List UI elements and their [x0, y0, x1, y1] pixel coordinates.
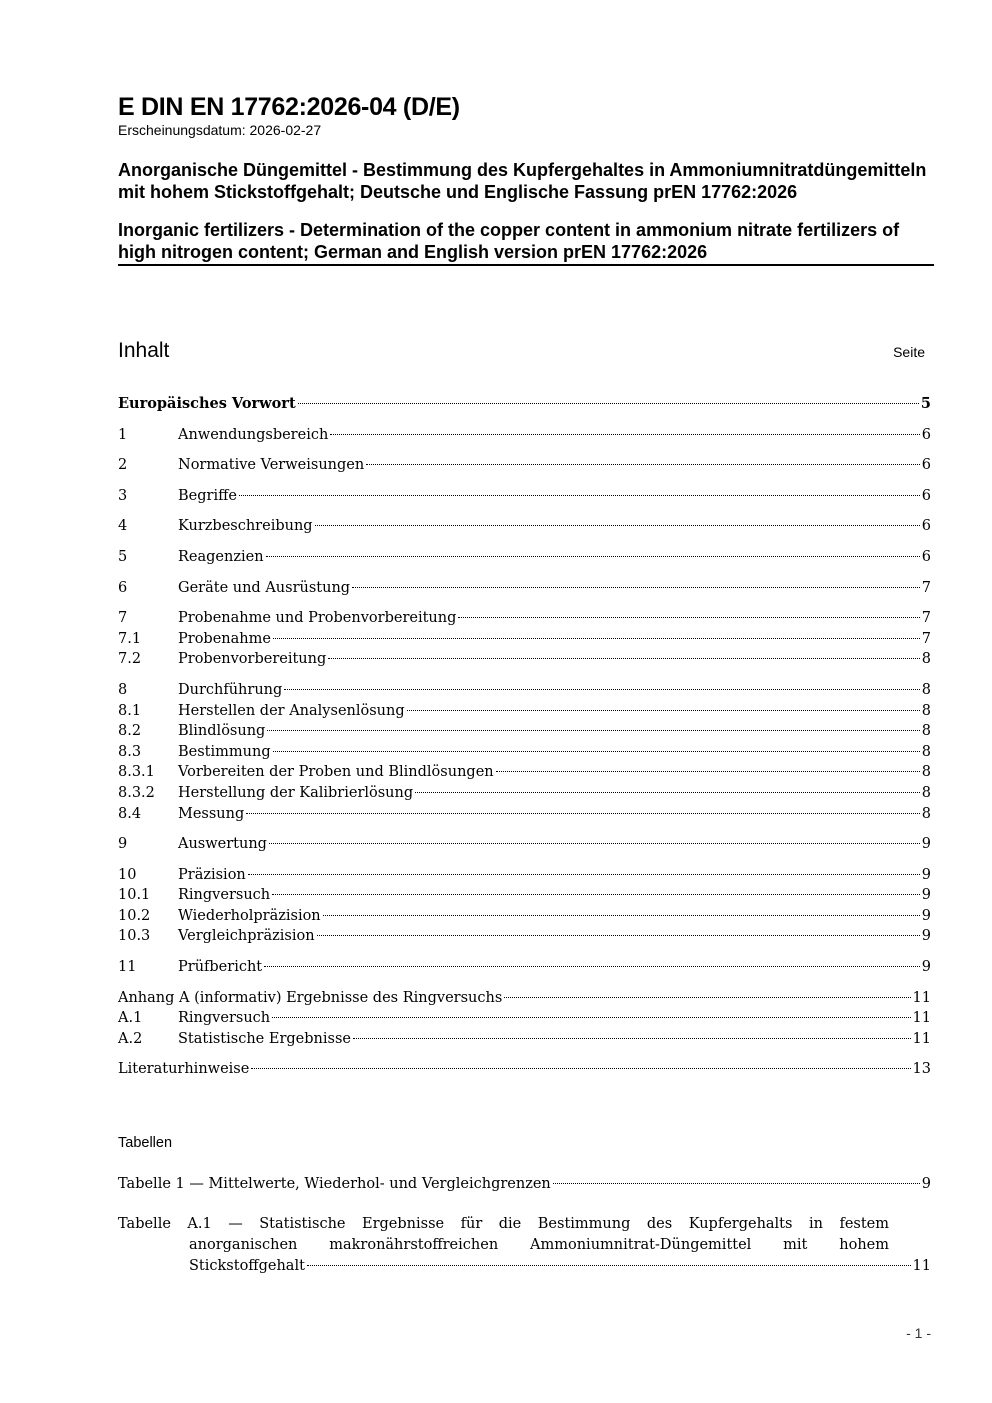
leader-dots: [272, 894, 920, 895]
toc-entry-number: 8.4: [118, 805, 142, 822]
toc-entry[interactable]: [118, 680, 931, 701]
toc-entry-number: 8.2: [118, 723, 142, 740]
leader-dots: [328, 658, 919, 659]
leader-dots: [272, 1017, 910, 1018]
toc-entry-label: Bestimmung: [178, 743, 271, 760]
toc-entry[interactable]: [118, 516, 931, 537]
toc-entry[interactable]: [118, 988, 931, 1009]
toc-entry-number: 10.1: [118, 887, 151, 904]
toc-entry-number: 10.2: [118, 907, 151, 924]
toc-entry-label: Wiederholpräzision: [178, 907, 321, 924]
toc-entry-label: Probenahme und Probenvorbereitung: [178, 610, 457, 627]
toc-entry-number: 9: [118, 836, 128, 853]
toc-entry-label: Vorbereiten der Proben und Blindlösungen: [178, 764, 494, 781]
toc-entry-number: 4: [118, 518, 128, 535]
toc-entry-label: Herstellung der Kalibrierlösung: [178, 784, 414, 801]
leader-dots: [273, 638, 920, 639]
toc-entry-page: 9: [921, 866, 931, 883]
toc-entry-page: 6: [921, 548, 931, 565]
toc-entry-label: Normative Verweisungen: [178, 457, 365, 474]
page-number: - 1 -: [906, 1325, 931, 1341]
toc-entry[interactable]: [118, 742, 931, 763]
toc-entry-page: 6: [921, 487, 931, 504]
toc-entry-label: Probenvorbereitung: [178, 651, 327, 668]
leader-dots: [353, 1038, 911, 1039]
toc-entry-number: 5: [118, 548, 128, 565]
toc-entry[interactable]: [118, 486, 931, 507]
tables-heading: Tabellen: [118, 1135, 173, 1151]
toc-heading: Inhalt: [118, 339, 170, 362]
toc-entry-label: Statistische Ergebnisse: [178, 1030, 351, 1047]
toc-entry-number: 8.3.1: [118, 764, 155, 781]
toc-entry[interactable]: [118, 926, 931, 947]
leader-dots: [317, 935, 920, 936]
toc-entry-label: Durchführung: [178, 681, 283, 698]
leader-dots: [458, 617, 919, 618]
table-entry-page: 9: [921, 1176, 931, 1192]
toc-entry-label: Vergleichpräzision: [178, 928, 315, 945]
toc-entry-page: 8: [921, 764, 931, 781]
leader-dots: [415, 792, 920, 793]
toc-entry-page: 9: [921, 836, 931, 853]
toc-entry-number: 2: [118, 457, 128, 474]
toc-entry-label: Reagenzien: [178, 548, 264, 565]
leader-dots: [284, 689, 919, 690]
toc-entry[interactable]: [118, 1059, 931, 1080]
table-entry-label-line-1: Tabelle A.1 — Statistische Ergebnisse für die Bestimmung des Kupfergehalts in festem: [118, 1216, 889, 1232]
toc-entry[interactable]: [118, 547, 931, 568]
toc-entry-label: Auswertung: [178, 836, 267, 853]
toc-entry-number: 10: [118, 866, 137, 883]
toc-entry[interactable]: [118, 834, 931, 855]
toc-entry-page: 6: [921, 457, 931, 474]
toc-entry-number: 8.3.2: [118, 784, 155, 801]
toc-entry[interactable]: [118, 649, 931, 670]
leader-dots: [269, 843, 920, 844]
toc-entry[interactable]: [118, 608, 931, 629]
leader-dots: [315, 525, 920, 526]
toc-entry-page: 6: [921, 518, 931, 535]
toc-entry-label: Ringversuch: [178, 887, 271, 904]
toc-entry-page: 9: [921, 907, 931, 924]
toc-entry-page: 11: [912, 989, 931, 1006]
leader-dots: [246, 813, 919, 814]
toc-entry-label: Messung: [178, 805, 245, 822]
toc-entry[interactable]: [118, 425, 931, 446]
leader-dots: [352, 587, 920, 588]
toc-entry-page: 7: [921, 610, 931, 627]
toc-entry-page: 11: [912, 1010, 931, 1027]
toc-entry-number: 6: [118, 579, 128, 596]
leader-dots: [267, 730, 919, 731]
toc-entry-number: 7.1: [118, 630, 142, 647]
table-entry-label: Tabelle 1 — Mittelwerte, Wiederhol- und Vergleichgrenzen: [118, 1176, 551, 1192]
toc-entry-page: 8: [921, 723, 931, 740]
toc-entry-number: 8: [118, 681, 128, 698]
toc-entry-label: Begriffe: [178, 487, 237, 504]
table-entry-label-line-2: anorganischen makronährstoffreichen Ammoniumnitrat-Düngemittel mit hohem: [189, 1237, 889, 1253]
toc-entry-page: 11: [912, 1030, 931, 1047]
leader-dots: [264, 966, 920, 967]
toc-entry-label: Anwendungsbereich: [178, 426, 329, 443]
toc-entry-page: 8: [921, 681, 931, 698]
toc-entry-page: 7: [921, 579, 931, 596]
toc-entry-label: Kurzbeschreibung: [178, 518, 313, 535]
table-entry-label-line-3: Stickstoffgehalt: [189, 1258, 305, 1274]
toc-entry[interactable]: [118, 957, 931, 978]
toc-entry-page: 9: [921, 887, 931, 904]
leader-dots: [407, 710, 920, 711]
toc-entry[interactable]: [118, 455, 931, 476]
leader-dots: [307, 1265, 911, 1266]
toc-entry-page: 8: [921, 651, 931, 668]
toc-entry-number: 1: [118, 426, 128, 443]
leader-dots: [553, 1183, 920, 1184]
toc-entry-page: 6: [921, 426, 931, 443]
toc-entry[interactable]: [118, 394, 931, 415]
page-column-label: Seite: [893, 344, 925, 360]
toc-entry[interactable]: [118, 906, 931, 927]
toc-entry-label: Anhang A (informativ) Ergebnisse des Ringversuchs: [118, 989, 503, 1006]
toc-entry-page: 8: [921, 743, 931, 760]
toc-entry[interactable]: [118, 885, 931, 906]
toc-entry[interactable]: [118, 701, 931, 722]
toc-entry-page: 9: [921, 959, 931, 976]
toc-entry[interactable]: [118, 865, 931, 886]
toc-entry-label: Europäisches Vorwort: [118, 395, 296, 412]
toc-entry[interactable]: [118, 762, 931, 783]
toc-entry-number: A.1: [118, 1010, 143, 1027]
leader-dots: [504, 997, 910, 998]
leader-dots: [251, 1068, 910, 1069]
toc-entry[interactable]: [118, 804, 931, 825]
toc-entry-page: 9: [921, 928, 931, 945]
toc-entry-label: Prüfbericht: [178, 959, 263, 976]
toc-entry-label: Probenahme: [178, 630, 271, 647]
publication-date: Erscheinungsdatum: 2026-02-27: [118, 122, 322, 138]
toc-entry-number: 8.1: [118, 702, 142, 719]
toc-entry-page: 8: [921, 805, 931, 822]
toc-entry-label: Geräte und Ausrüstung: [178, 579, 351, 596]
document-id: E DIN EN 17762:2026-04 (D/E): [118, 93, 460, 121]
toc-entry[interactable]: [118, 783, 931, 804]
leader-dots: [273, 751, 920, 752]
toc-entry-page: 5: [920, 395, 931, 412]
toc-entry-label: Präzision: [178, 866, 246, 883]
table-list-entry[interactable]: [118, 1214, 931, 1277]
toc-entry-label: Herstellen der Analysenlösung: [178, 702, 405, 719]
toc-entry-number: 8.3: [118, 743, 142, 760]
title-english: Inorganic fertilizers - Determination of the copper content in ammonium nitrate fertilizers of high nitrogen content; German and English version prEN 17762:2026: [118, 219, 934, 266]
table-entry-page: 11: [912, 1258, 931, 1274]
toc-entry-number: 11: [118, 959, 137, 976]
toc-entry[interactable]: [118, 629, 931, 650]
leader-dots: [496, 771, 920, 772]
leader-dots: [366, 464, 920, 465]
toc-entry-page: 13: [912, 1061, 931, 1078]
toc-entry-label: Ringversuch: [178, 1010, 271, 1027]
toc-entry-label: Literaturhinweise: [118, 1061, 250, 1078]
toc-entry-number: 7: [118, 610, 128, 627]
toc-entry[interactable]: [118, 1029, 931, 1050]
toc-entry-page: 8: [921, 702, 931, 719]
table-list-entry[interactable]: [118, 1174, 931, 1195]
toc-entry[interactable]: [118, 578, 931, 599]
leader-dots: [266, 556, 920, 557]
title-german: Anorganische Düngemittel - Bestimmung des Kupfergehaltes in Ammoniumnitratdüngemitteln mit hohem Stickstoffgehalt; Deutsche und Englische Fassung prEN 17762:2026: [118, 160, 927, 202]
toc-entry-number: A.2: [118, 1030, 143, 1047]
toc-entry-number: 7.2: [118, 651, 142, 668]
document-header: [118, 92, 934, 266]
toc-entry-label: Blindlösung: [178, 723, 266, 740]
toc-entry-page: 7: [921, 630, 931, 647]
leader-dots: [248, 874, 920, 875]
leader-dots: [298, 403, 919, 404]
table-of-contents: [118, 394, 931, 1080]
toc-entry-number: 3: [118, 487, 128, 504]
leader-dots: [330, 434, 919, 435]
leader-dots: [239, 495, 920, 496]
toc-entry-number: 10.3: [118, 928, 151, 945]
toc-entry-page: 8: [921, 784, 931, 801]
toc-entry[interactable]: [118, 1008, 931, 1029]
toc-entry[interactable]: [118, 721, 931, 742]
leader-dots: [323, 915, 920, 916]
